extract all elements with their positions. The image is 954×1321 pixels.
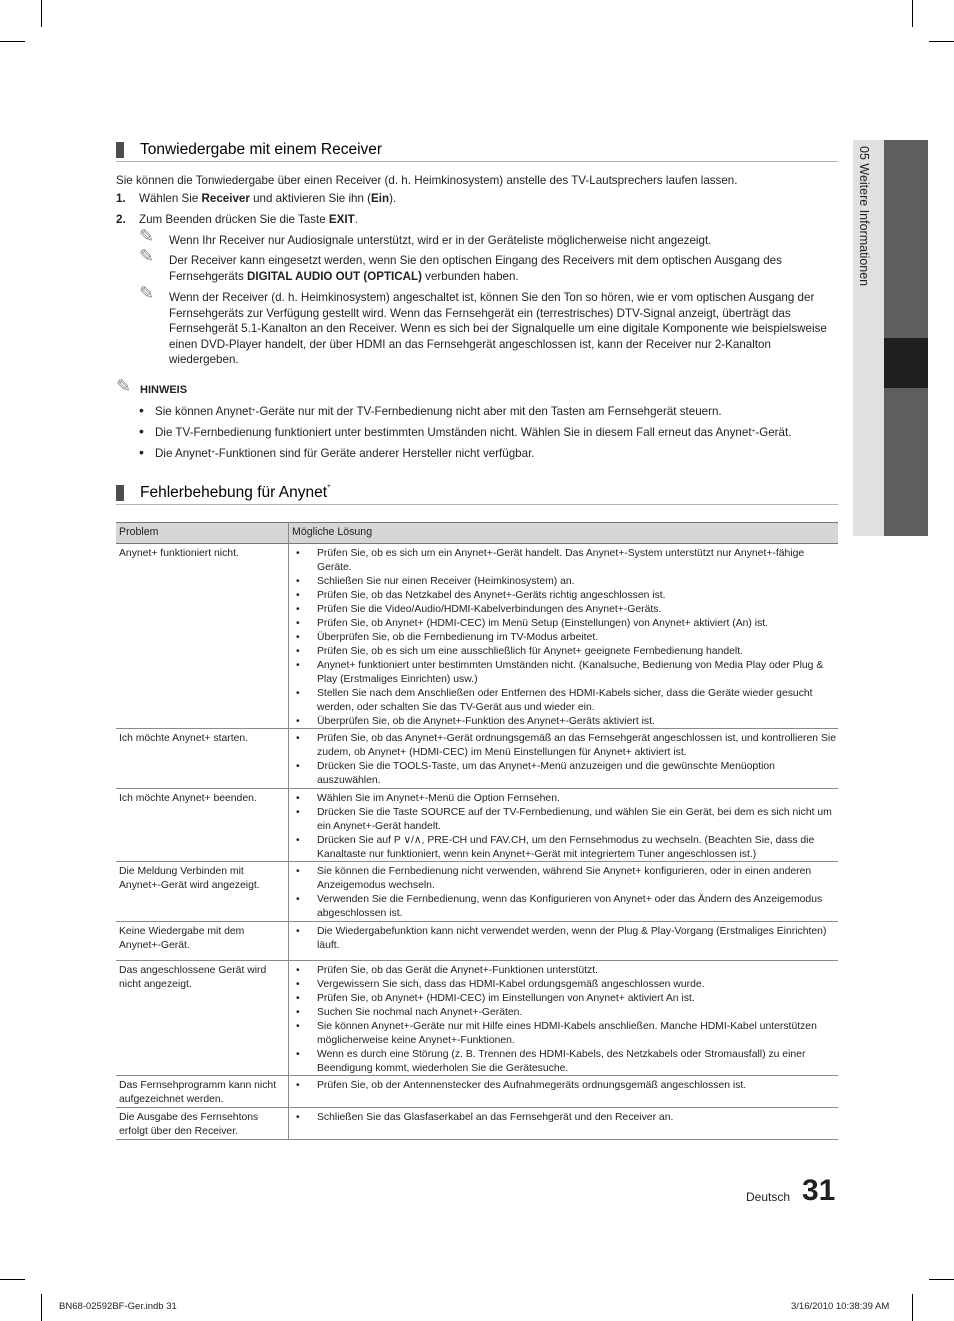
problem-cell: Ich möchte Anynet+ beenden. xyxy=(119,793,257,804)
step-number: 2. xyxy=(116,213,126,226)
solution-item: • Suchen Sie nochmal nach Anynet+-Geräten. xyxy=(296,1007,523,1018)
problem-cell: Keine Wiedergabe mit dem Anynet+-Gerät. xyxy=(119,926,245,951)
heading-text: Fehlerbehebung für Anynet+ xyxy=(140,483,331,501)
solution-item: • Sie können die Fernbedienung nicht verwenden, während Sie Anynet+ konfigurieren, oder in einen anderen Anzeigemodus wechseln. xyxy=(296,866,812,891)
table-header xyxy=(116,522,838,544)
problem-cell: Die Meldung Verbinden mit Anynet+-Gerät wird angezeigt. xyxy=(119,866,260,891)
solution-list xyxy=(296,729,836,788)
heading-text: Tonwiedergabe mit einem Receiver xyxy=(140,141,383,158)
solution-item: • Prüfen Sie, ob es sich um eine ausschließlich für Anynet+ geeignete Fernbedienung handelt. xyxy=(296,646,744,657)
table-row xyxy=(116,961,838,1076)
solution-list xyxy=(296,789,836,862)
solution-item: • Prüfen Sie, ob Anynet+ (HDMI-CEC) im Einstellungen von Anynet+ aktiviert An ist. xyxy=(296,993,695,1004)
solution-item: • Schließen Sie das Glasfaserkabel an das Fernsehgerät und den Receiver an. xyxy=(296,1112,674,1123)
crop-mark xyxy=(41,0,42,27)
footer-language: Deutsch xyxy=(746,1190,791,1204)
chapter-tab-marker xyxy=(884,338,928,388)
troubleshooting-table xyxy=(116,522,838,1140)
solution-item: • Prüfen Sie, ob das Gerät die Anynet+-Funktionen unterstützt. xyxy=(296,965,599,976)
problem-cell: Ich möchte Anynet+ starten. xyxy=(119,733,249,744)
solution-item: • Die Wiedergabefunktion kann nicht verwendet werden, wenn der Plug & Play-Vorgang (Erstmaliges Einrichten) läuft. xyxy=(296,926,827,951)
step-text: Wählen Sie Receiver und aktivieren Sie ihn (Ein). xyxy=(139,192,397,205)
step-text: Zum Beenden drücken Sie die Taste EXIT. xyxy=(139,213,358,226)
crop-mark xyxy=(0,1279,25,1280)
table-row xyxy=(116,1076,838,1108)
table-row xyxy=(116,789,838,862)
problem-cell: Das angeschlossene Gerät wird nicht angezeigt. xyxy=(119,965,267,990)
solution-list xyxy=(296,1076,836,1093)
table-row xyxy=(116,922,838,961)
table-row xyxy=(116,1108,838,1140)
heading-bar xyxy=(116,485,124,501)
table-body xyxy=(116,544,838,1140)
chapter-tab xyxy=(853,140,928,536)
solution-item: • Schließen Sie nur einen Receiver (Heimkinosystem) an. xyxy=(296,576,575,587)
solution-item: • Wählen Sie im Anynet+-Menü die Option Fernsehen. xyxy=(296,793,560,804)
solution-item: • Stellen Sie nach dem Anschließen oder Entfernen des HDMI-Kabels sicher, dass die Geräte wieder gesucht werden, oder schalten Sie das TV-Gerät aus und wieder ein. xyxy=(296,688,813,713)
solution-item: • Drücken Sie die TOOLS-Taste, um das Anynet+-Menü anzuzeigen und die gewünschte Menüoption auszuwählen. xyxy=(296,761,775,786)
solution-item: • Prüfen Sie, ob das Anynet+-Gerät ordnungsgemäß an das Fernsehgerät angeschlossen ist, und kontrollieren Sie zudem, ob Anynet+ (HDMI-CEC) im Menü Einstellungen für Anynet+ aktiviert ist. xyxy=(296,733,836,758)
pencil-note-icon: ✎ xyxy=(116,376,132,396)
solution-list xyxy=(296,1108,836,1125)
solution-list xyxy=(296,862,836,921)
solution-item: • Prüfen Sie, ob Anynet+ (HDMI-CEC) im Menü Setup (Einstellungen) von Anynet+ aktiviert (An) ist. xyxy=(296,618,769,629)
problem-cell: Das Fernsehprogramm kann nicht aufgezeichnet werden. xyxy=(119,1080,277,1105)
solution-list xyxy=(296,922,836,953)
solution-item: • Sie können Anynet+-Geräte nur mit Hilfe eines HDMI-Kabels anschließen. Manche HDMI-Kabel unterstützen möglicherweise keine Anynet+-Funktionen. xyxy=(296,1021,817,1046)
step-number: 1. xyxy=(116,192,126,205)
section-title-receiver xyxy=(116,139,838,162)
table-row xyxy=(116,544,838,729)
print-slug-date: 3/16/2010 10:38:39 AM xyxy=(791,1301,890,1312)
solution-item: • Prüfen Sie, ob das Netzkabel des Anynet+-Geräts richtig angeschlossen ist. xyxy=(296,590,666,601)
crop-mark xyxy=(912,0,913,27)
solution-item: • Überprüfen Sie, ob die Fernbedienung im TV-Modus arbeitet. xyxy=(296,632,599,643)
problem-cell: Anynet+ funktioniert nicht. xyxy=(119,548,239,559)
crop-mark xyxy=(929,41,954,42)
solution-item: • Überprüfen Sie, ob die Anynet+-Funktion des Anynet+-Geräts aktiviert ist. xyxy=(296,716,655,727)
crop-mark xyxy=(0,41,25,42)
solution-item: • Prüfen Sie, ob der Antennenstecker des Aufnahmegeräts ordnungsgemäß angeschlossen ist. xyxy=(296,1080,747,1091)
print-slug-file: BN68-02592BF-Ger.indb 31 xyxy=(59,1301,177,1312)
crop-mark xyxy=(912,1294,913,1321)
pencil-note-icon: ✎ xyxy=(139,226,155,246)
table-row xyxy=(116,862,838,922)
page-number: 31 xyxy=(802,1174,836,1207)
pencil-note-icon: ✎ xyxy=(139,246,155,266)
solution-item: • Drücken Sie die Taste SOURCE auf der TV-Fernbedienung, und wählen Sie ein Gerät, bei dem es sich nicht um ein Anynet+-Gerät handelt. xyxy=(296,807,832,832)
table-row xyxy=(116,729,838,789)
solution-item: • Prüfen Sie, ob es sich um ein Anynet+-Gerät handelt. Das Anynet+-System unterstützt nur Anynet+-fähige Geräte. xyxy=(296,548,805,573)
chapter-tab-block xyxy=(884,140,928,338)
heading-bar xyxy=(116,142,124,158)
header-problem: Problem xyxy=(119,526,159,538)
problem-cell: Die Ausgabe des Fernsehtons erfolgt über den Receiver. xyxy=(119,1112,259,1137)
chapter-label: 05 Weitere Informationen xyxy=(857,146,871,287)
solution-item: • Anynet+ funktioniert unter bestimmten Umständen nicht. (Kanalsuche, Bedienung von Media Play oder Plug & Play (Erstmaliges Einrichten) usw.) xyxy=(296,660,824,685)
header-solution: Mögliche Lösung xyxy=(292,526,373,538)
solution-item: • Wenn es durch eine Störung (z. B. Trennen des HDMI-Kabels, des Netzkabels oder Stromausfall) zu einer Beendigung kommt, wiederholen Sie die Gerätesuche. xyxy=(296,1049,806,1074)
solution-item: • Vergewissern Sie sich, dass das HDMI-Kabel ordungsgemäß angeschlossen wurde. xyxy=(296,979,705,990)
solution-item: • Drücken Sie auf P ∨/∧, PRE-CH und FAV.CH, um den Fernsehmodus zu wechseln. (Beachten Sie, dass die Kanaltaste nur funktioniert, wenn kein Anynet+-Gerät mit integriertem Tuner angeschlossen ist.) xyxy=(296,835,815,860)
solution-item: • Verwenden Sie die Fernbedienung, wenn das Konfigurieren von Anynet+ oder das Ändern des Anzeigemodus abgeschlossen ist. xyxy=(296,894,823,919)
solution-list xyxy=(296,961,836,1076)
chapter-tab-block xyxy=(884,388,928,536)
solution-list xyxy=(296,544,836,729)
section-title-troubleshooting xyxy=(116,482,838,505)
intro-text: Sie können die Tonwiedergabe über einen Receiver (d. h. Heimkinosystem) anstelle des TV-Lautsprechers laufen lassen. xyxy=(116,174,738,187)
crop-mark xyxy=(41,1294,42,1321)
crop-mark xyxy=(929,1279,954,1280)
solution-item: • Prüfen Sie die Video/Audio/HDMI-Kabelverbindungen des Anynet+-Geräts. xyxy=(296,604,662,615)
pencil-note-icon: ✎ xyxy=(139,283,155,303)
